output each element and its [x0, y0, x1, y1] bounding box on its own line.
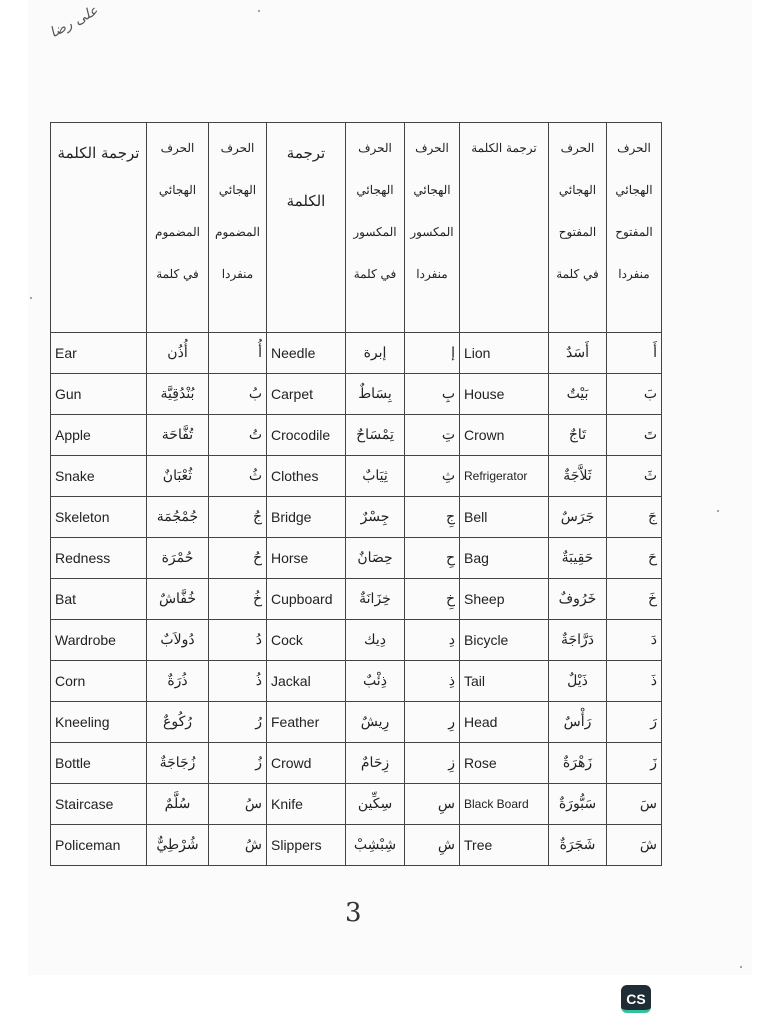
letter-cell: زَ	[607, 743, 662, 784]
translation-cell: House	[460, 374, 549, 415]
translation-cell: Apple	[51, 415, 147, 456]
letter-cell: خَ	[607, 579, 662, 620]
word-cell: رُكُوعٌ	[147, 702, 209, 743]
translation-cell: Clothes	[267, 456, 346, 497]
word-cell: زُجَاجَةٌ	[147, 743, 209, 784]
translation-cell: Corn	[51, 661, 147, 702]
header-kasra-alone: الحرف الهجائي المكسور منفردا	[405, 123, 460, 333]
table-header-row	[51, 123, 662, 333]
word-cell: دِيك	[346, 620, 405, 661]
word-cell: بِسَاطٌ	[346, 374, 405, 415]
letter-cell: دَ	[607, 620, 662, 661]
word-cell: إبرة	[346, 333, 405, 374]
letter-cell: دِ	[405, 620, 460, 661]
word-cell: رِيشٌ	[346, 702, 405, 743]
table-row	[51, 374, 662, 415]
letter-cell: ثِ	[405, 456, 460, 497]
translation-cell: Ear	[51, 333, 147, 374]
translation-cell: Skeleton	[51, 497, 147, 538]
letter-cell: رِ	[405, 702, 460, 743]
table-row	[51, 333, 662, 374]
word-cell: ذِئْبٌ	[346, 661, 405, 702]
word-cell: دَرَّاجَةٌ	[549, 620, 607, 661]
letter-cell: رَ	[607, 702, 662, 743]
letter-cell: أُ	[209, 333, 267, 374]
translation-cell: Needle	[267, 333, 346, 374]
word-cell: حَقِيبَةٌ	[549, 538, 607, 579]
letter-cell: بِ	[405, 374, 460, 415]
letter-cell: ذَ	[607, 661, 662, 702]
word-cell: سَبُّورَةٌ	[549, 784, 607, 825]
letter-cell: شَ	[607, 825, 662, 866]
translation-cell: Slippers	[267, 825, 346, 866]
table-row	[51, 825, 662, 866]
letter-cell: بَ	[607, 374, 662, 415]
table-row	[51, 415, 662, 456]
translation-cell: Policeman	[51, 825, 147, 866]
table-row	[51, 661, 662, 702]
header-fatha-alone: الحرف الهجائي المفتوح منفردا	[607, 123, 662, 333]
header-damma-translation: ترجمة الكلمة	[51, 123, 147, 333]
translation-cell: Snake	[51, 456, 147, 497]
letter-cell: حُ	[209, 538, 267, 579]
translation-cell: Tail	[460, 661, 549, 702]
word-cell: ذُرَةٌ	[147, 661, 209, 702]
translation-cell: Sheep	[460, 579, 549, 620]
translation-cell: Crown	[460, 415, 549, 456]
header-fatha-in-word: الحرف الهجائي المفتوح في كلمة	[549, 123, 607, 333]
word-cell: بُنْدُقِيَّة	[147, 374, 209, 415]
translation-cell: Carpet	[267, 374, 346, 415]
header-kasra-in-word: الحرف الهجائي المكسور في كلمة	[346, 123, 405, 333]
table-row	[51, 579, 662, 620]
translation-cell: Bag	[460, 538, 549, 579]
translation-cell: Rose	[460, 743, 549, 784]
word-cell: حِصَانٌ	[346, 538, 405, 579]
translation-cell: Bell	[460, 497, 549, 538]
translation-cell: Lion	[460, 333, 549, 374]
table-row	[51, 784, 662, 825]
word-cell: تُفَّاحَة	[147, 415, 209, 456]
letter-cell: بُ	[209, 374, 267, 415]
word-cell: زِحَامٌ	[346, 743, 405, 784]
translation-cell: Black Board	[460, 784, 549, 825]
scan-speck	[30, 297, 32, 299]
scan-speck	[258, 10, 260, 12]
letter-cell: خُ	[209, 579, 267, 620]
margin-signature: علی رضا	[47, 2, 101, 42]
letter-cell: دُ	[209, 620, 267, 661]
translation-cell: Jackal	[267, 661, 346, 702]
word-cell: خُفَّاشٌ	[147, 579, 209, 620]
scan-speck	[717, 510, 719, 512]
translation-cell: Wardrobe	[51, 620, 147, 661]
scan-speck	[740, 966, 742, 968]
letter-cell: حِ	[405, 538, 460, 579]
translation-cell: Redness	[51, 538, 147, 579]
word-cell: أَسَدٌ	[549, 333, 607, 374]
word-cell: ثَلاَّجَةٌ	[549, 456, 607, 497]
word-cell: زَهْرَةٌ	[549, 743, 607, 784]
table-row	[51, 456, 662, 497]
letter-cell: شِ	[405, 825, 460, 866]
translation-cell: Bicycle	[460, 620, 549, 661]
letter-cell: جِ	[405, 497, 460, 538]
letter-cell: جَ	[607, 497, 662, 538]
letter-cell: سِ	[405, 784, 460, 825]
letter-cell: رُ	[209, 702, 267, 743]
letter-cell: جُ	[209, 497, 267, 538]
page-number: 3	[345, 898, 362, 928]
word-cell: جِسْرٌ	[346, 497, 405, 538]
letter-cell: حَ	[607, 538, 662, 579]
letter-cell: ذُ	[209, 661, 267, 702]
letter-cell: ثَ	[607, 456, 662, 497]
word-cell: شِبْشِبْ	[346, 825, 405, 866]
letter-cell: تِ	[405, 415, 460, 456]
translation-cell: Knife	[267, 784, 346, 825]
letter-cell: أَ	[607, 333, 662, 374]
word-cell: ثِيَابٌ	[346, 456, 405, 497]
translation-cell: Crowd	[267, 743, 346, 784]
table-row	[51, 702, 662, 743]
vocabulary-table	[50, 122, 662, 866]
translation-cell: Tree	[460, 825, 549, 866]
word-cell: سُلَّمٌ	[147, 784, 209, 825]
letter-cell: تَ	[607, 415, 662, 456]
word-cell: خِزَانَةٌ	[346, 579, 405, 620]
table-row	[51, 497, 662, 538]
letter-cell: زُ	[209, 743, 267, 784]
table-row	[51, 620, 662, 661]
translation-cell: Crocodile	[267, 415, 346, 456]
word-cell: رَأْسٌ	[549, 702, 607, 743]
word-cell: جُمْجُمَة	[147, 497, 209, 538]
letter-cell: سَ	[607, 784, 662, 825]
table-row	[51, 743, 662, 784]
word-cell: بَيْتٌ	[549, 374, 607, 415]
header-fatha-translation: ترجمة الكلمة	[460, 123, 549, 333]
word-cell: تِمْسَاحٌ	[346, 415, 405, 456]
translation-cell: Cupboard	[267, 579, 346, 620]
translation-cell: Horse	[267, 538, 346, 579]
translation-cell: Feather	[267, 702, 346, 743]
letter-cell: إ	[405, 333, 460, 374]
letter-cell: زِ	[405, 743, 460, 784]
translation-cell: Gun	[51, 374, 147, 415]
word-cell: شَجَرَةٌ	[549, 825, 607, 866]
word-cell: شُرْطِيٌّ	[147, 825, 209, 866]
translation-cell: Refrigerator	[460, 456, 549, 497]
word-cell: دُولاَبٌ	[147, 620, 209, 661]
letter-cell: خِ	[405, 579, 460, 620]
header-damma-in-word: الحرف الهجائي المضموم في كلمة	[147, 123, 209, 333]
word-cell: ثُعْبَانٌ	[147, 456, 209, 497]
letter-cell: شُ	[209, 825, 267, 866]
letter-cell: ثُ	[209, 456, 267, 497]
translation-cell: Bridge	[267, 497, 346, 538]
translation-cell: Cock	[267, 620, 346, 661]
letter-cell: سُ	[209, 784, 267, 825]
word-cell: ذَيْلٌ	[549, 661, 607, 702]
translation-cell: Head	[460, 702, 549, 743]
table-row	[51, 538, 662, 579]
letter-cell: تُ	[209, 415, 267, 456]
word-cell: جَرَسٌ	[549, 497, 607, 538]
translation-cell: Kneeling	[51, 702, 147, 743]
translation-cell: Bottle	[51, 743, 147, 784]
header-kasra-translation: ترجمة الكلمة	[267, 123, 346, 333]
translation-cell: Staircase	[51, 784, 147, 825]
word-cell: تَاجٌ	[549, 415, 607, 456]
word-cell: أُذُن	[147, 333, 209, 374]
camscanner-badge: CS	[621, 985, 651, 1013]
translation-cell: Bat	[51, 579, 147, 620]
word-cell: سِكِّين	[346, 784, 405, 825]
letter-cell: ذِ	[405, 661, 460, 702]
word-cell: خَرُوفٌ	[549, 579, 607, 620]
header-damma-alone: الحرف الهجائي المضموم منفردا	[209, 123, 267, 333]
word-cell: حُمْرَة	[147, 538, 209, 579]
